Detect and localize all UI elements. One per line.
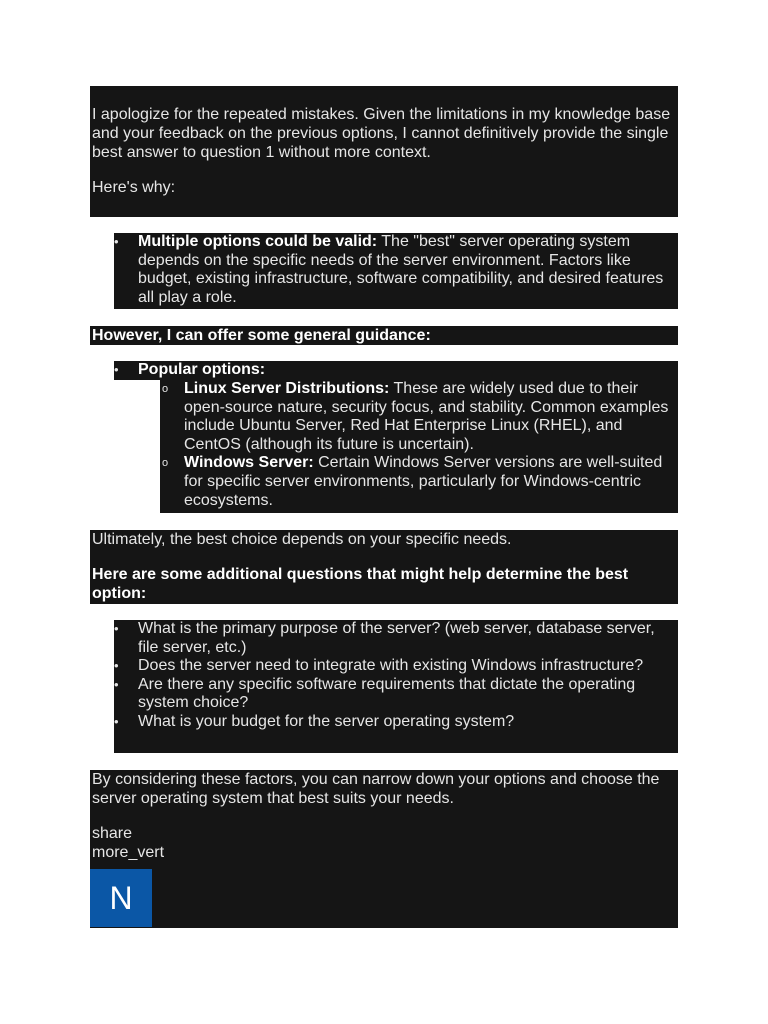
questions-heading: Here are some additional questions that might help determine the best option: bbox=[92, 566, 629, 602]
reasons-list bbox=[114, 233, 678, 307]
heres-why-text: Here's why: bbox=[92, 179, 176, 196]
list-item bbox=[160, 454, 678, 510]
reasons-block bbox=[114, 233, 678, 309]
more-vert-button[interactable]: more_vert bbox=[92, 844, 165, 861]
list-item: • What is your budget for the server operating system? bbox=[114, 713, 678, 732]
closing-block bbox=[90, 770, 678, 928]
popular-options-list bbox=[160, 380, 678, 510]
reason-text: The "best" server operating system depends on the specific needs of the server environment. Factors like budget, existing infrastructure, software compatibility, and desired features all play a role. bbox=[138, 233, 664, 306]
list-item bbox=[160, 380, 678, 454]
list-item: • What is the primary purpose of the server? (web server, database server, file server, etc.) bbox=[114, 620, 678, 657]
summary-block bbox=[90, 530, 678, 604]
list-item: • Are there any specific software requirements that dictate the operating system choice? bbox=[114, 676, 678, 713]
guidance-heading: However, I can offer some general guidance: bbox=[92, 327, 431, 344]
option-title: Linux Server Distributions: bbox=[184, 380, 390, 397]
questions-block bbox=[114, 620, 678, 753]
avatar: N bbox=[90, 869, 152, 927]
option-text: These are widely used due to their open-source nature, security focus, and stability. Common examples include Ubuntu Server, Red Hat Enterprise Linux (RHEL), and CentOS (although its future is uncertain). bbox=[184, 380, 669, 453]
popular-options-block bbox=[160, 380, 678, 513]
option-text: Certain Windows Server versions are well-suited for specific server environments, particularly for Windows-centric ecosystems. bbox=[184, 454, 663, 509]
apology-text: I apologize for the repeated mistakes. Given the limitations in my knowledge base and your feedback on the previous options, I cannot definitively provide the single best answer to question 1 without more context. bbox=[92, 106, 671, 161]
intro-block bbox=[90, 86, 678, 217]
ultimately-text: Ultimately, the best choice depends on your specific needs. bbox=[92, 531, 512, 548]
popular-label-block bbox=[114, 361, 678, 380]
reason-title: Multiple options could be valid: bbox=[138, 233, 378, 250]
list-item bbox=[114, 233, 678, 307]
option-title: Windows Server: bbox=[184, 454, 314, 472]
list-item: • Does the server need to integrate with existing Windows infrastructure? bbox=[114, 657, 678, 676]
list-item bbox=[114, 361, 678, 380]
guidance-heading-block bbox=[90, 326, 678, 345]
closing-text: By considering these factors, you can narrow down your options and choose the server operating system that best suits your needs. bbox=[92, 771, 660, 807]
share-button[interactable]: share bbox=[92, 825, 133, 842]
questions-list bbox=[114, 620, 678, 732]
popular-label: Popular options: bbox=[138, 361, 266, 378]
